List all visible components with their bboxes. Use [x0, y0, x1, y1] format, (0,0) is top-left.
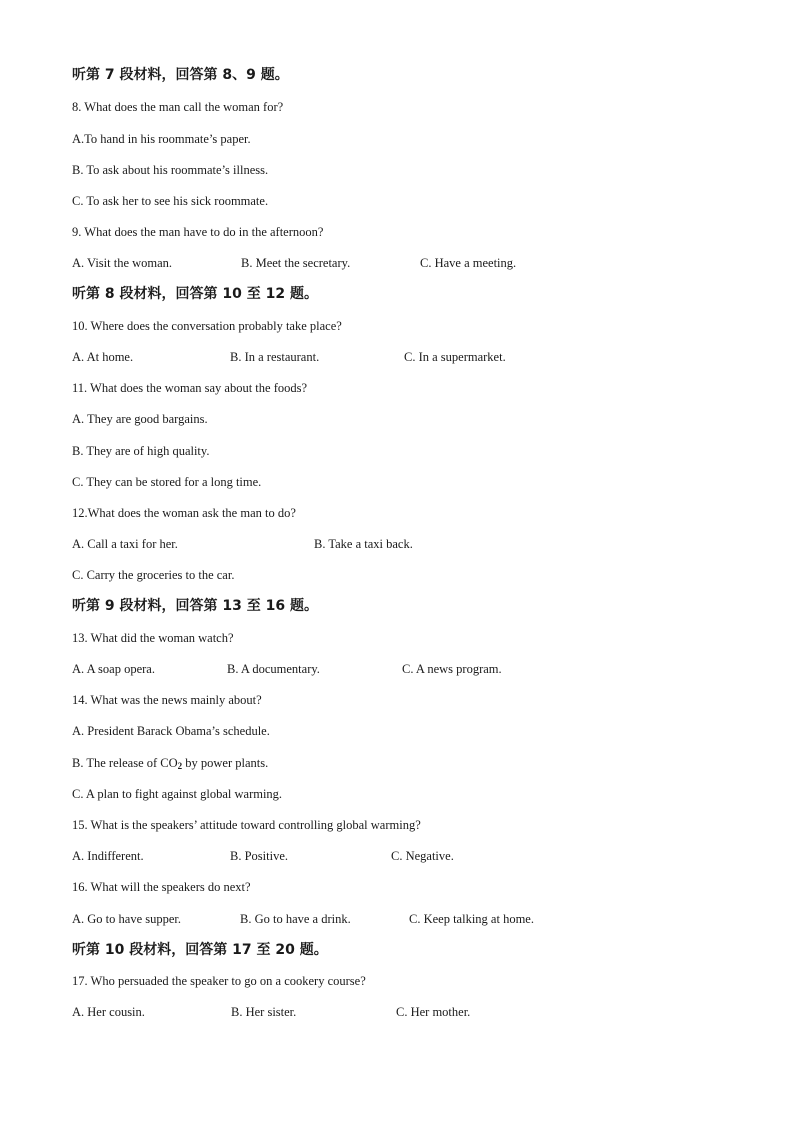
question-14-option-a: A. President Barack Obama’s schedule.: [72, 724, 270, 738]
question-8-stem: 8. What does the man call the woman for?: [72, 100, 284, 114]
question-13-option-a: A. A soap opera.: [72, 662, 155, 676]
question-8-option-b: B. To ask about his roommate’s illness.: [72, 163, 269, 177]
question-15-option-a: A. Indifferent.: [72, 849, 144, 863]
question-17-option-a: A. Her cousin.: [72, 1005, 145, 1019]
question-11-option-c: C. They can be stored for a long time.: [72, 475, 262, 489]
question-16-stem: 16. What will the speakers do next?: [72, 880, 251, 894]
question-8-option-c: C. To ask her to see his sick roommate.: [72, 194, 269, 208]
question-14-stem: 14. What was the news mainly about?: [72, 693, 262, 707]
question-10-option-b: B. In a restaurant.: [230, 350, 320, 364]
question-13-stem: 13. What did the woman watch?: [72, 631, 234, 645]
question-13-option-c: C. A news program.: [402, 662, 502, 676]
question-8-option-a: A.To hand in his roommate’s paper.: [72, 132, 251, 146]
question-9-stem: 9. What does the man have to do in the afternoon?: [72, 225, 324, 239]
question-13-option-b: B. A documentary.: [227, 662, 320, 676]
question-14-option-b-text: B. The release of CO: [72, 756, 178, 770]
question-11-stem: 11. What does the woman say about the foods?: [72, 381, 308, 395]
section-heading-7: 听第 7 段材料，回答第 8、9 题。: [72, 67, 289, 83]
question-14-option-b-text-end: by power plants.: [182, 756, 269, 770]
question-10-stem: 10. Where does the conversation probably take place?: [72, 319, 342, 333]
question-12-stem: 12.What does the woman ask the man to do?: [72, 506, 296, 520]
question-10-option-c: C. In a supermarket.: [404, 350, 506, 364]
question-14-option-b: [72, 755, 268, 774]
question-12-option-a: A. Call a taxi for her.: [72, 537, 178, 551]
co2-subscript: 2: [177, 761, 183, 771]
question-16-option-a: A. Go to have supper.: [72, 912, 182, 926]
question-17-option-c: C. Her mother.: [396, 1005, 471, 1019]
question-9-option-a: A. Visit the woman.: [72, 256, 173, 270]
question-15-stem: 15. What is the speakers’ attitude toward controlling global warming?: [72, 818, 421, 832]
question-17-option-b: B. Her sister.: [231, 1005, 297, 1019]
question-14-option-c: C. A plan to fight against global warming.: [72, 787, 283, 801]
question-12-option-b: B. Take a taxi back.: [314, 537, 413, 551]
question-15-option-c: C. Negative.: [391, 849, 454, 863]
question-11-option-b: B. They are of high quality.: [72, 444, 210, 458]
question-10-option-a: A. At home.: [72, 350, 134, 364]
section-heading-9: 听第 9 段材料，回答第 13 至 16 题。: [72, 598, 318, 614]
question-12-option-c: C. Carry the groceries to the car.: [72, 568, 235, 582]
question-15-option-b: B. Positive.: [230, 849, 288, 863]
question-17-stem: 17. Who persuaded the speaker to go on a cookery course?: [72, 974, 366, 988]
section-heading-10: 听第 10 段材料，回答第 17 至 20 题。: [72, 942, 328, 958]
question-16-option-c: C. Keep talking at home.: [409, 912, 534, 926]
question-16-option-b: B. Go to have a drink.: [240, 912, 351, 926]
section-heading-8: 听第 8 段材料，回答第 10 至 12 题。: [72, 286, 318, 302]
question-9-option-c: C. Have a meeting.: [420, 256, 517, 270]
question-11-option-a: A. They are good bargains.: [72, 412, 208, 426]
question-9-option-b: B. Meet the secretary.: [241, 256, 351, 270]
